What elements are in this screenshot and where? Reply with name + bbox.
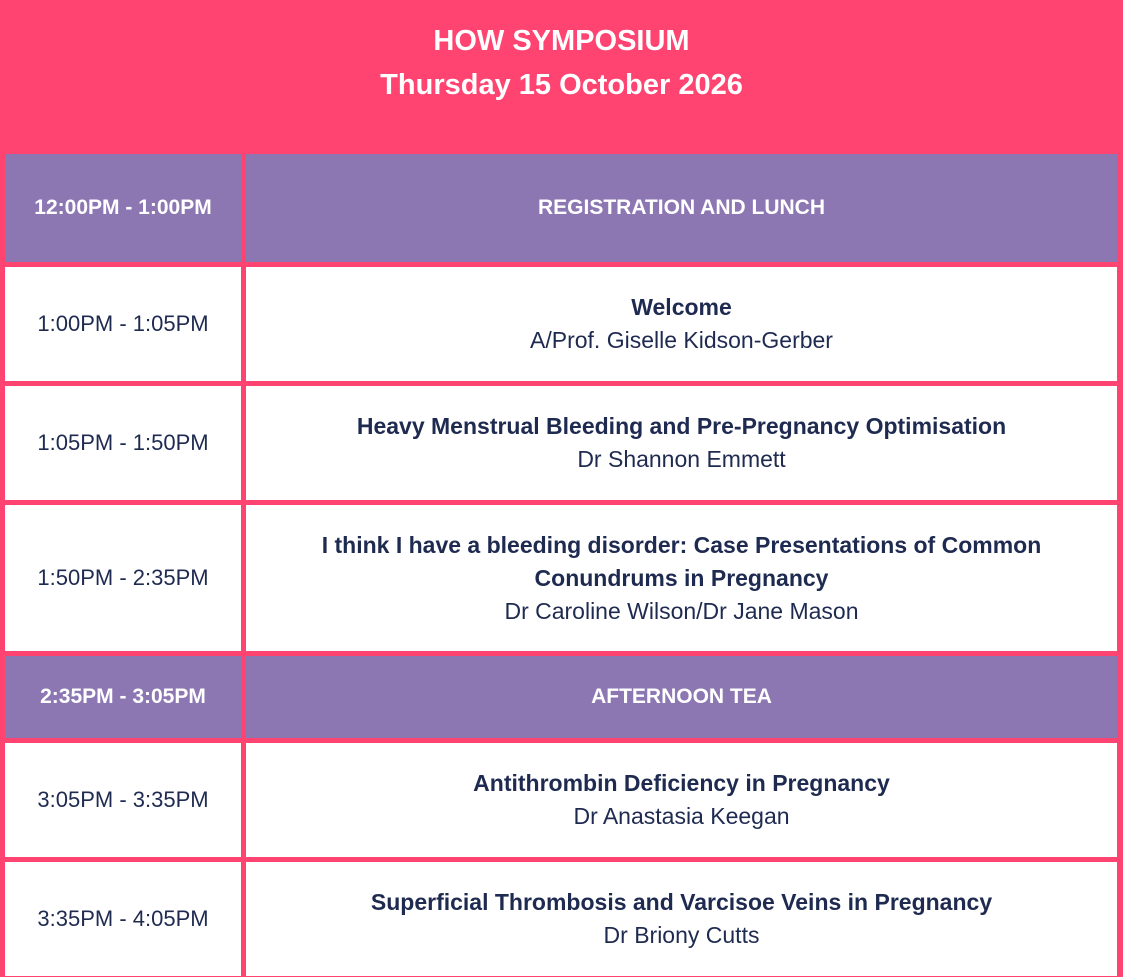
time-label: 2:35PM - 3:05PM xyxy=(40,685,206,708)
time-label: 1:50PM - 2:35PM xyxy=(37,565,209,590)
time-label: 3:05PM - 3:35PM xyxy=(37,787,209,812)
break-cell xyxy=(246,154,1117,262)
time-cell xyxy=(5,862,241,976)
page-header xyxy=(0,0,1123,152)
session-cell xyxy=(246,862,1117,976)
time-cell xyxy=(5,505,241,651)
session-title: Superficial Thrombosis and Varcisoe Veins in Pregnancy xyxy=(370,889,993,915)
session-cell xyxy=(246,267,1117,381)
time-cell xyxy=(5,267,241,381)
session-title: Antithrombin Deficiency in Pregnancy xyxy=(473,770,890,796)
time-cell xyxy=(5,656,241,738)
time-cell xyxy=(5,386,241,500)
schedule-row-heavy-menstrual xyxy=(5,386,1117,500)
break-label: AFTERNOON TEA xyxy=(591,685,772,708)
session-cell xyxy=(246,505,1117,651)
schedule-row-bleeding-disorder xyxy=(5,505,1117,651)
header-text xyxy=(380,19,743,107)
session-cell xyxy=(246,743,1117,857)
event-title: HOW SYMPOSIUM xyxy=(433,25,690,57)
session-speaker: Dr Shannon Emmett xyxy=(577,446,786,472)
schedule-row-afternoon-tea xyxy=(5,656,1117,738)
session-title: Heavy Menstrual Bleeding and Pre-Pregnancy Optimisation xyxy=(356,413,1007,439)
event-date: Thursday 15 October 2026 xyxy=(380,69,743,101)
schedule-row-registration xyxy=(5,154,1117,262)
time-label: 12:00PM - 1:00PM xyxy=(34,196,212,219)
schedule-row-welcome xyxy=(5,267,1117,381)
time-cell xyxy=(5,743,241,857)
session-title: I think I have a bleeding disorder: Case Presentations of Common Conundrums in Pregnancy xyxy=(321,531,1042,591)
schedule-row-superficial-thrombosis xyxy=(5,862,1117,976)
break-cell xyxy=(246,656,1117,738)
session-speaker: A/Prof. Giselle Kidson-Gerber xyxy=(530,327,833,353)
time-label: 3:35PM - 4:05PM xyxy=(37,906,209,931)
session-speaker: Dr Anastasia Keegan xyxy=(573,803,790,829)
time-cell xyxy=(5,154,241,262)
time-label: 1:05PM - 1:50PM xyxy=(37,430,209,455)
session-speaker: Dr Caroline Wilson/Dr Jane Mason xyxy=(504,597,859,624)
break-label: REGISTRATION AND LUNCH xyxy=(538,196,825,219)
session-speaker: Dr Briony Cutts xyxy=(603,922,760,948)
time-label: 1:00PM - 1:05PM xyxy=(37,311,209,336)
schedule-row-antithrombin xyxy=(5,743,1117,857)
session-cell xyxy=(246,386,1117,500)
session-title: Welcome xyxy=(631,294,732,320)
